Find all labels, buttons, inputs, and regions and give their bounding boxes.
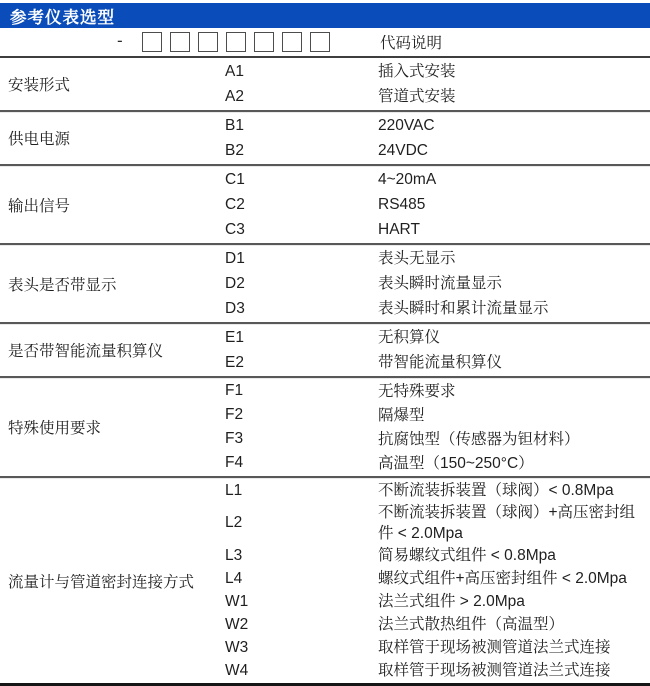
option-code: W1 — [225, 592, 249, 610]
table-section — [0, 322, 650, 376]
option-description: 带智能流量积算仪 — [378, 354, 503, 371]
option-code: W3 — [225, 638, 249, 656]
table-row — [225, 192, 650, 217]
option-code: C1 — [225, 170, 245, 188]
option-description: 无特殊要求 — [378, 382, 456, 400]
section-rows — [225, 245, 650, 322]
option-description: 表头无显示 — [378, 250, 456, 267]
section-rows — [225, 58, 650, 110]
table-section — [0, 476, 650, 683]
table-section — [0, 110, 650, 164]
option-description: 取样管于现场被测管道法兰式连接 — [378, 639, 611, 656]
category-label: 特殊使用要求 — [8, 420, 102, 437]
option-code: L1 — [225, 481, 243, 499]
category-label: 表头是否带显示 — [8, 276, 117, 294]
option-code: A2 — [225, 87, 244, 105]
code-box — [254, 32, 274, 52]
table-row — [225, 479, 650, 502]
option-code: F3 — [225, 430, 244, 447]
option-code: W4 — [225, 661, 249, 679]
model-code-boxes — [142, 32, 330, 52]
option-code: L2 — [225, 514, 243, 531]
option-description: 简易螺纹式组件 < 0.8Mpa — [378, 547, 556, 564]
section-rows — [225, 378, 650, 476]
table-row — [225, 325, 650, 350]
table-row — [225, 590, 650, 613]
page-title: 参考仪表选型 — [10, 8, 115, 27]
table-row — [225, 296, 650, 321]
option-code: E1 — [225, 328, 244, 346]
section-rows — [225, 166, 650, 243]
option-code: F1 — [225, 382, 244, 399]
table-section — [0, 243, 650, 322]
option-description: 插入式安装 — [378, 63, 456, 80]
section-title-bar — [0, 3, 650, 28]
table-section — [0, 164, 650, 243]
selection-table — [0, 58, 650, 686]
option-description: 无积算仪 — [378, 329, 441, 346]
table-row — [225, 427, 650, 451]
model-code-row — [0, 28, 650, 58]
option-code: A1 — [225, 62, 244, 80]
option-description: 24VDC — [378, 142, 428, 159]
table-row — [225, 167, 650, 192]
table-section — [0, 58, 650, 110]
table-section — [0, 376, 650, 476]
section-rows — [225, 324, 650, 376]
table-row — [225, 379, 650, 403]
option-description: 表头瞬时流量显示 — [378, 275, 503, 292]
option-code: C2 — [225, 195, 245, 213]
option-description: HART — [378, 221, 420, 238]
option-description: 隔爆型 — [378, 406, 425, 424]
option-code: W2 — [225, 615, 249, 633]
code-box — [226, 32, 246, 52]
code-box — [142, 32, 162, 52]
option-description: 高温型（150~250°C） — [378, 454, 534, 472]
table-row — [225, 84, 650, 109]
table-row — [225, 567, 650, 590]
option-description: RS485 — [378, 196, 426, 213]
code-description-header: 代码说明 — [380, 35, 443, 52]
table-row — [225, 271, 650, 296]
category-label: 流量计与管道密封连接方式 — [8, 573, 195, 591]
option-code: L4 — [225, 569, 243, 587]
code-box — [310, 32, 330, 52]
option-description: 法兰式散热组件（高温型） — [378, 616, 565, 633]
option-description: 法兰式组件 > 2.0Mpa — [378, 593, 525, 610]
option-code: F2 — [225, 406, 244, 423]
table-row — [225, 502, 650, 544]
table-row — [225, 246, 650, 271]
option-description: 取样管于现场被测管道法兰式连接 — [378, 662, 611, 679]
option-description: 不断流装拆装置（球阀）+高压密封组件 < 2.0Mpa — [378, 504, 636, 542]
table-row — [225, 138, 650, 163]
table-row — [225, 217, 650, 242]
table-row — [225, 613, 650, 636]
category-label: 输出信号 — [8, 197, 71, 215]
table-row — [225, 113, 650, 138]
option-code: E2 — [225, 353, 244, 371]
option-code: F4 — [225, 454, 244, 471]
table-row — [225, 350, 650, 375]
table-row — [225, 544, 650, 567]
category-label: 是否带智能流量积算仪 — [8, 343, 164, 360]
option-description: 不断流装拆装置（球阀）< 0.8Mpa — [378, 482, 614, 499]
category-label: 安装形式 — [8, 77, 71, 94]
option-description: 螺纹式组件+高压密封组件 < 2.0Mpa — [378, 570, 627, 587]
option-code: B2 — [225, 141, 244, 159]
model-dash: - — [117, 30, 123, 50]
table-row — [225, 403, 650, 427]
code-box — [170, 32, 190, 52]
code-box — [198, 32, 218, 52]
table-row — [225, 451, 650, 475]
section-rows — [225, 478, 650, 683]
option-code: D1 — [225, 249, 245, 267]
code-box — [282, 32, 302, 52]
option-code: C3 — [225, 220, 245, 238]
option-code: D3 — [225, 299, 245, 317]
option-description: 4~20mA — [378, 171, 437, 188]
option-code: B1 — [225, 116, 244, 134]
option-code: L3 — [225, 546, 243, 564]
table-row — [225, 659, 650, 682]
table-row — [225, 636, 650, 659]
option-description: 表头瞬时和累计流量显示 — [378, 300, 549, 317]
option-description: 220VAC — [378, 117, 435, 134]
category-label: 供电电源 — [8, 131, 71, 148]
option-description: 抗腐蚀型（传感器为钽材料） — [378, 430, 580, 448]
table-row — [225, 59, 650, 84]
option-code: D2 — [225, 274, 245, 292]
option-description: 管道式安装 — [378, 88, 456, 105]
section-rows — [225, 112, 650, 164]
